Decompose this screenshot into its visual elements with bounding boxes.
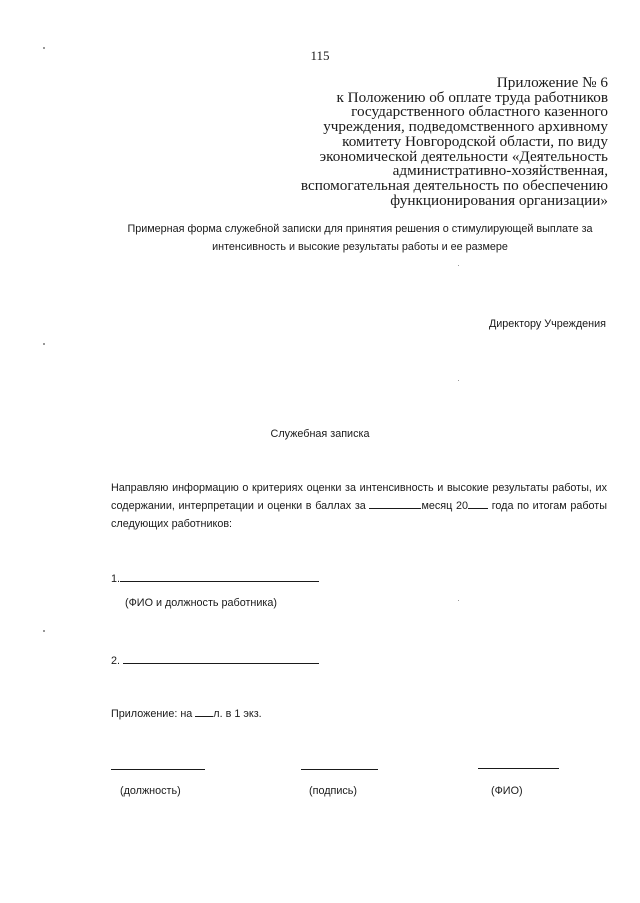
appendix-line: вспомогательная деятельность по обеспечению bbox=[300, 176, 608, 194]
name-label: (ФИО) bbox=[491, 785, 523, 797]
attachment-suffix: л. в 1 экз. bbox=[213, 708, 262, 720]
scan-speck bbox=[43, 47, 45, 49]
position-label: (должность) bbox=[120, 785, 181, 797]
attachment-prefix: Приложение: на bbox=[111, 708, 193, 720]
body-text-part: содержании, интерпретации и оценки в баллах за bbox=[111, 500, 366, 512]
appendix-line: функционирования организации» bbox=[390, 191, 608, 209]
form-title-line: интенсивность и высокие результаты работы и ее размере bbox=[212, 241, 508, 253]
recipient: Директору Учреждения bbox=[488, 318, 606, 330]
appendix-line: государственного областного казенного bbox=[351, 103, 608, 121]
sheets-blank[interactable] bbox=[195, 705, 213, 717]
appendix-header bbox=[268, 76, 608, 208]
employee-entry-2 bbox=[111, 652, 319, 667]
scan-speck bbox=[458, 600, 459, 601]
memo-title: Служебная записка bbox=[270, 428, 370, 440]
appendix-line: Приложение № 6 bbox=[496, 74, 608, 91]
attachment-line bbox=[111, 705, 262, 720]
name-line[interactable] bbox=[478, 768, 559, 769]
signature-line[interactable] bbox=[301, 769, 378, 770]
form-title bbox=[60, 220, 640, 256]
body-line bbox=[111, 497, 607, 515]
appendix-line: к Положению об оплате труда работников bbox=[336, 88, 608, 106]
appendix-line: административно-хозяйственная, bbox=[392, 162, 608, 180]
position-line[interactable] bbox=[111, 769, 205, 770]
scan-speck bbox=[458, 380, 459, 381]
appendix-line: экономической деятельности «Деятельность bbox=[319, 147, 608, 165]
employee-1-blank[interactable] bbox=[120, 570, 319, 582]
body-text-part: месяц 20 bbox=[421, 500, 469, 512]
employee-number: 1. bbox=[111, 573, 121, 585]
scan-speck bbox=[458, 265, 459, 266]
employee-entry-1 bbox=[111, 570, 319, 585]
employee-caption: (ФИО и должность работника) bbox=[125, 597, 277, 609]
month-blank[interactable] bbox=[369, 497, 421, 509]
page-number: 115 bbox=[310, 48, 330, 63]
employee-number: 2. bbox=[111, 655, 121, 667]
body-text-part: года по итогам работы bbox=[491, 500, 608, 512]
appendix-line: учреждения, подведомственного архивному bbox=[323, 118, 608, 136]
signature-label: (подпись) bbox=[309, 785, 358, 797]
body-line: Направляю информацию о критериях оценки за интенсивность и высокие результаты работы, их bbox=[111, 482, 607, 494]
scan-speck bbox=[43, 630, 45, 632]
memo-body bbox=[111, 479, 607, 533]
scan-speck bbox=[43, 343, 45, 345]
appendix-line: комитету Новгородской области, по виду bbox=[342, 132, 608, 150]
body-line: следующих работников: bbox=[111, 518, 233, 530]
year-blank[interactable] bbox=[468, 497, 488, 509]
form-title-line: Примерная форма служебной записки для принятия решения о стимулирующей выплате за bbox=[127, 223, 593, 235]
employee-2-blank[interactable] bbox=[123, 652, 319, 664]
